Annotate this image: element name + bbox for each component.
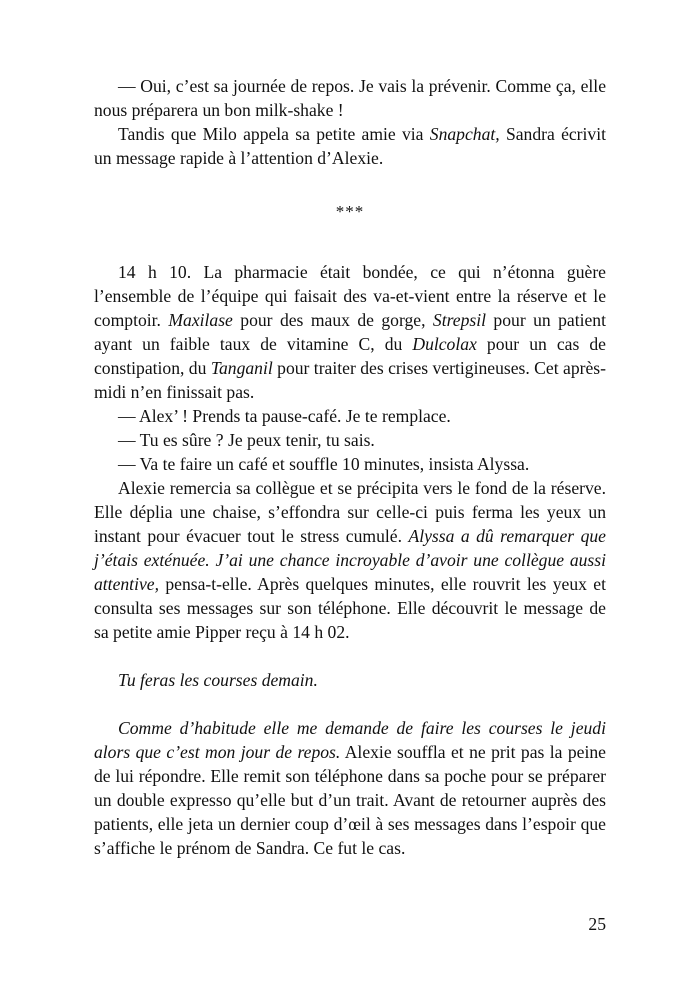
paragraph-reserve	[94, 476, 606, 644]
paragraph-text: Tandis que Milo appela sa petite amie via	[118, 124, 430, 144]
italic-message: Tu feras les courses demain.	[118, 670, 318, 690]
blank-line	[94, 692, 606, 716]
paragraph-text: — Oui, c’est sa journée de repos. Je vais la prévenir. Comme ça, elle nous préparera un bon milk-shake !	[94, 76, 606, 120]
paragraph-text: Sandra écrivit un message rapide à l’attention d’Alexie.	[94, 124, 607, 168]
paragraph-text: pour un patient ayant un faible taux de vitamine C, du	[94, 310, 606, 354]
paragraph-dialogue-repos	[94, 74, 606, 122]
paragraph-text: Alexie souffla et ne prit pas la peine de lui répondre. Elle remit son téléphone dans sa poche pour se préparer un double expresso qu’elle but d’un trait. Avant de retourner auprès des patients, elle jeta un dernier coup d’œil à ses messages dans l’espoir que s’affiche le prénom de Sandra. Ce fut le cas.	[94, 742, 606, 858]
paragraph-text: Alexie remercia sa collègue et se précipita vers le fond de la réserve. Elle déplia une chaise, s’effondra sur celle-ci puis ferma les yeux un instant pour évacuer tout le stress cumulé.	[94, 478, 606, 546]
paragraph-text: pour traiter des crises vertigineuses. Cet après-midi n’en finissait pas.	[94, 358, 606, 402]
paragraph-message	[94, 668, 606, 692]
blank-line	[94, 644, 606, 668]
italic-drug-name: Tanganil	[210, 358, 273, 378]
book-page	[94, 74, 606, 860]
dialogue-line	[94, 428, 606, 452]
italic-thought: Alyssa a dû remarquer que j’étais exténuée. J’ai une chance incroyable d’avoir une collègue aussi attentive,	[94, 526, 606, 594]
paragraph-text: — Tu es sûre ? Je peux tenir, tu sais.	[118, 430, 375, 450]
italic-drug-name: Maxilase	[168, 310, 233, 330]
paragraph-pharmacie	[94, 260, 606, 404]
italic-drug-name: Dulcolax	[412, 334, 477, 354]
paragraph-text: — Va te faire un café et souffle 10 minutes, insista Alyssa.	[118, 454, 530, 474]
paragraph-text: pensa-t-elle. Après quelques minutes, elle rouvrit les yeux et consulta ses messages sur son téléphone. Elle découvrit le message de sa petite amie Pipper reçu à 14 h 02.	[94, 574, 606, 642]
paragraph-courses	[94, 716, 606, 860]
italic-thought: Comme d’habitude elle me demande de faire les courses le jeudi alors que c’est mon jour de repos.	[94, 718, 606, 762]
page-number: 25	[588, 914, 606, 934]
scene-separator: ***	[335, 202, 365, 221]
paragraph-text: 14 h 10. La pharmacie était bondée, ce qui n’étonna guère l’ensemble de l’équipe qui faisait des va-et-vient entre la réserve et le comptoir.	[94, 262, 606, 330]
paragraph-text: pour des maux de gorge,	[232, 310, 433, 330]
paragraph-text: — Alex’ ! Prends ta pause-café. Je te remplace.	[118, 406, 451, 426]
italic-app-name: Snapchat,	[429, 124, 500, 144]
paragraph-text: pour un cas de constipation, du	[94, 334, 606, 378]
dialogue-line	[94, 452, 606, 476]
paragraph-snapchat	[94, 122, 606, 170]
italic-drug-name: Strepsil	[432, 310, 487, 330]
dialogue-line	[94, 404, 606, 428]
